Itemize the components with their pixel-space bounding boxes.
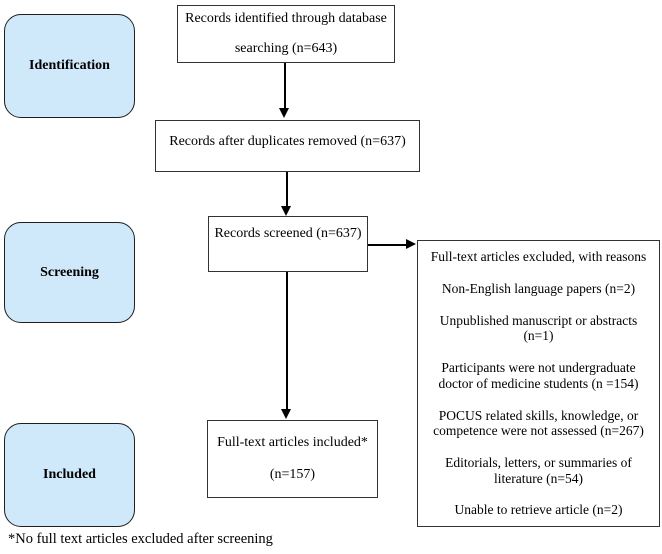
stage-identification <box>4 14 135 118</box>
excluded-reason: Editorials, letters, or summaries of literature (n=54) <box>445 455 632 486</box>
excluded-reason: Participants were not undergraduate doctor of medicine students (n =154) <box>438 360 639 391</box>
stage-screening-label: Screening <box>40 264 99 280</box>
box-fulltext-excluded <box>417 240 660 527</box>
box-records-identified <box>177 5 395 63</box>
box-duplicates-removed-text: Records after duplicates removed (n=637) <box>169 133 406 149</box>
stage-included <box>4 423 135 527</box>
excluded-reason: Non-English language papers (n=2) <box>441 280 636 296</box>
stage-identification-label: Identification <box>29 58 110 73</box>
box-records-identified-line2: searching (n=643) <box>234 40 338 56</box>
box-fulltext-included <box>207 420 378 498</box>
box-fulltext-included-line1: Full-text articles included* <box>217 434 368 450</box>
box-fulltext-included-line2: (n=157) <box>269 467 316 482</box>
excluded-title: Full-text articles excluded, with reasons <box>430 249 647 264</box>
excluded-reason: POCUS related skills, knowledge, or competence were not assessed (n=267) <box>433 407 644 439</box>
excluded-reason: Unable to retrieve article (n=2) <box>454 502 623 518</box>
excluded-reason: Unpublished manuscript or abstracts (n=1) <box>439 312 638 344</box>
stage-included-label: Included <box>43 467 96 482</box>
footnote: *No full text articles excluded after screening <box>8 531 273 547</box>
box-records-screened <box>208 216 368 272</box>
box-records-screened-text: Records screened (n=637) <box>214 226 362 241</box>
stage-screening <box>4 222 135 323</box>
box-records-identified-line1: Records identified through database <box>185 11 387 27</box>
box-duplicates-removed <box>155 120 420 172</box>
